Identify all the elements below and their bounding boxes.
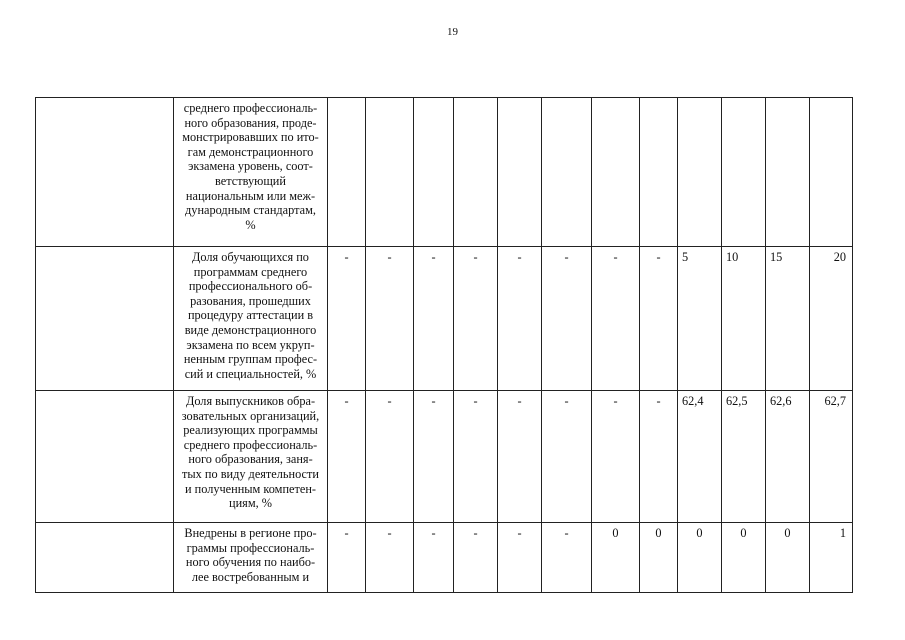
value-cell [640,98,678,247]
value-cell [498,98,542,247]
value-cell: - [542,523,592,593]
indicator-cell: Доля обучающихся по программам среднего профессионального об- разования, прошедших процедуру аттестации в виде демонстрационного экзамена по всем укруп- ненным группам профес- сий и специальностей, % [174,247,328,391]
value-cell: 0 [678,523,722,593]
value-cell: - [366,247,414,391]
table-cell-empty [36,98,174,247]
value-cell: - [366,523,414,593]
value-cell: - [454,523,498,593]
value-cell: 62,6 [766,391,810,523]
value-cell [678,98,722,247]
value-cell [810,98,853,247]
value-cell: - [328,391,366,523]
value-cell [542,98,592,247]
value-cell: - [498,523,542,593]
table-row [36,523,853,593]
value-cell: - [328,247,366,391]
value-cell [766,98,810,247]
value-cell: - [592,247,640,391]
value-cell [722,98,766,247]
value-cell: 1 [810,523,853,593]
table-cell-empty [36,247,174,391]
table-cell-empty [36,523,174,593]
value-cell: 0 [722,523,766,593]
indicators-table [35,97,853,593]
value-cell: - [498,247,542,391]
indicator-cell: Доля выпускников обра- зовательных организаций, реализующих программы среднего профессиональ- ного образования, заня- тых по виду деятельности и полученным компетен- циям, % [174,391,328,523]
value-cell: - [542,247,592,391]
value-cell: - [414,523,454,593]
value-cell [454,98,498,247]
indicator-cell: Внедрены в регионе про- граммы профессиональ- ного обучения по наибо- лее востребованным и [174,523,328,593]
indicator-cell: среднего профессиональ- ного образования, проде- монстрировавших по ито- гам демонстрационного экзамена уровень, соот- ветствующий национальным или меж- дународным стандартам, % [174,98,328,247]
value-cell: - [454,391,498,523]
value-cell [414,98,454,247]
value-cell: 15 [766,247,810,391]
page-number: 19 [447,26,458,38]
value-cell: - [542,391,592,523]
table-row [36,98,853,247]
value-cell: - [414,247,454,391]
value-cell: 62,5 [722,391,766,523]
value-cell: - [414,391,454,523]
value-cell [366,98,414,247]
value-cell: - [498,391,542,523]
value-cell: 0 [640,523,678,593]
value-cell: 0 [592,523,640,593]
value-cell: 20 [810,247,853,391]
value-cell: - [328,523,366,593]
value-cell: - [640,391,678,523]
value-cell: 62,7 [810,391,853,523]
value-cell: - [592,391,640,523]
value-cell [592,98,640,247]
value-cell: - [640,247,678,391]
table-row [36,247,853,391]
value-cell: 10 [722,247,766,391]
value-cell: 62,4 [678,391,722,523]
value-cell: 5 [678,247,722,391]
table-cell-empty [36,391,174,523]
value-cell: - [366,391,414,523]
value-cell [328,98,366,247]
value-cell: - [454,247,498,391]
value-cell: 0 [766,523,810,593]
table-row [36,391,853,523]
